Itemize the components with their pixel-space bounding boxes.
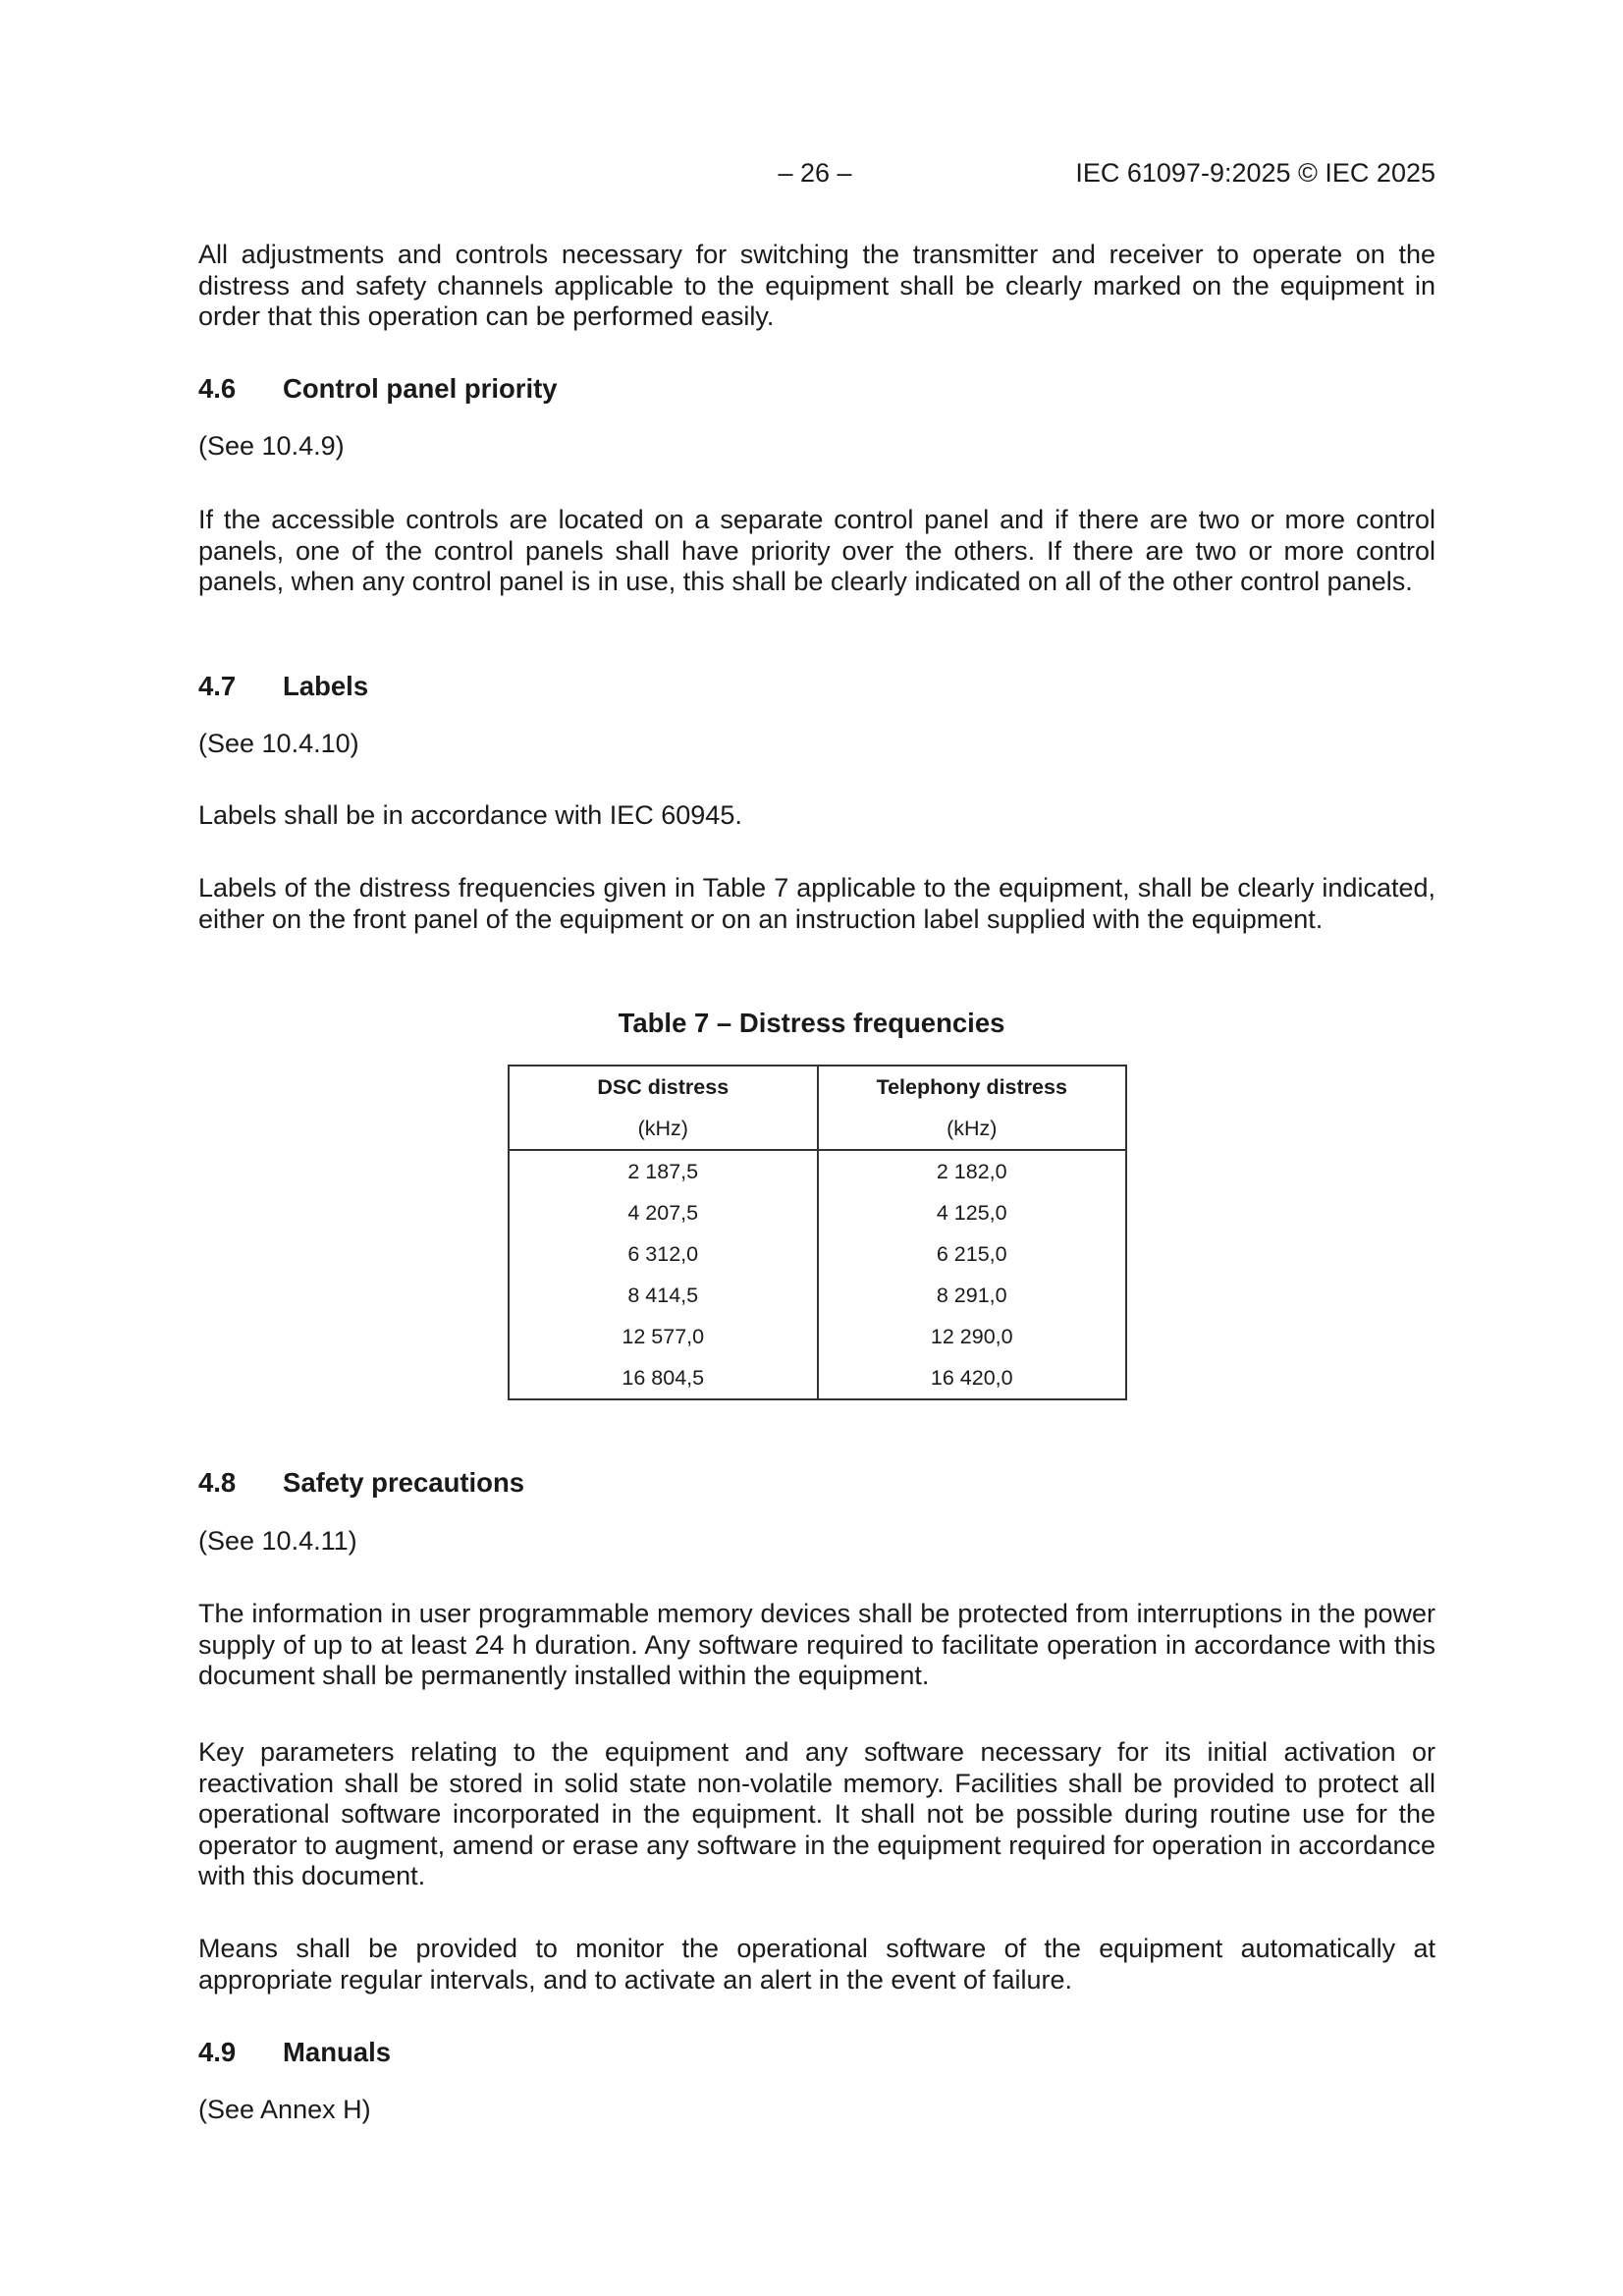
distress-frequencies-table bbox=[508, 1065, 1127, 1400]
section-number: 4.8 bbox=[198, 1467, 237, 1498]
see-reference-4-7: (See 10.4.10) bbox=[198, 729, 359, 758]
paragraph-4-7-1: Labels shall be in accordance with IEC 60945. bbox=[198, 800, 742, 830]
section-number: 4.9 bbox=[198, 2037, 237, 2067]
section-heading-4-8 bbox=[198, 1467, 524, 1499]
paragraph-4-8-3: Means shall be provided to monitor the operational software of the equipment automatically at appropriate regular intervals, and to activate an alert in the event of failure. bbox=[198, 1934, 1435, 1995]
table-row bbox=[509, 1275, 1126, 1316]
table-caption: Table 7 – Distress frequencies bbox=[618, 1008, 1005, 1038]
paragraph-4-8-2: Key parameters relating to the equipment and any software necessary for its initial activation or reactivation shall be stored in solid state non-volatile memory. Facilities shall be provided to protect all operational software incorporated in the equipment. It shall not be possible during routine use for the operator to augment, amend or erase any software in the equipment required for operation in accordance with this document. bbox=[198, 1737, 1435, 1890]
table-cell: 16 420,0 bbox=[818, 1357, 1127, 1399]
table-cell: 6 312,0 bbox=[509, 1233, 818, 1275]
section-title: Manuals bbox=[283, 2037, 392, 2067]
section-title: Labels bbox=[283, 671, 369, 701]
table-cell: 8 414,5 bbox=[509, 1275, 818, 1316]
paragraph-4-8-1: The information in user programmable memory devices shall be protected from interruptions in the power supply of up to at least 24 h duration. Any software required to facilitate operation in accordance with this document shall be permanently installed within the equipment. bbox=[198, 1599, 1435, 1690]
table-cell: 6 215,0 bbox=[818, 1233, 1127, 1275]
table-cell: 4 125,0 bbox=[818, 1192, 1127, 1233]
table-cell: 2 182,0 bbox=[818, 1150, 1127, 1192]
section-title: Safety precautions bbox=[283, 1467, 525, 1498]
table-row bbox=[509, 1192, 1126, 1233]
section-heading-4-9 bbox=[198, 2037, 391, 2068]
section-number: 4.6 bbox=[198, 373, 237, 404]
see-reference-4-6: (See 10.4.9) bbox=[198, 431, 345, 461]
section-heading-4-6 bbox=[198, 373, 558, 405]
table-row bbox=[509, 1233, 1126, 1275]
table-row bbox=[509, 1150, 1126, 1192]
column-header-telephony: Telephony distress bbox=[818, 1066, 1127, 1108]
see-reference-4-8: (See 10.4.11) bbox=[198, 1526, 357, 1556]
intro-paragraph: All adjustments and controls necessary for switching the transmitter and receiver to operate on the distress and safety channels applicable to the equipment shall be clearly marked on the equipment in order that this operation can be performed easily. bbox=[198, 240, 1435, 331]
section-number: 4.7 bbox=[198, 671, 237, 701]
table-cell: 4 207,5 bbox=[509, 1192, 818, 1233]
paragraph-4-6-1: If the accessible controls are located on a separate control panel and if there are two or more control panels, one of the control panels shall have priority over the others. If there are two or more control panels, when any control panel is in use, this shall be clearly indicated on all of the other control panels. bbox=[198, 505, 1435, 596]
table-row bbox=[509, 1357, 1126, 1399]
table-row bbox=[509, 1316, 1126, 1357]
table-cell: 12 290,0 bbox=[818, 1316, 1127, 1357]
table-cell: 16 804,5 bbox=[509, 1357, 818, 1399]
column-unit-telephony: (kHz) bbox=[818, 1108, 1127, 1150]
table-cell: 2 187,5 bbox=[509, 1150, 818, 1192]
column-header-dsc: DSC distress bbox=[509, 1066, 818, 1108]
table-cell: 12 577,0 bbox=[509, 1316, 818, 1357]
column-unit-dsc: (kHz) bbox=[509, 1108, 818, 1150]
section-title: Control panel priority bbox=[283, 373, 558, 404]
section-heading-4-7 bbox=[198, 671, 368, 702]
page-number: – 26 – bbox=[778, 158, 852, 188]
standard-reference: IEC 61097-9:2025 © IEC 2025 bbox=[1075, 158, 1435, 188]
paragraph-4-7-2: Labels of the distress frequencies given in Table 7 applicable to the equipment, shall be clearly indicated, either on the front panel of the equipment or on an instruction label supplied with the equipment. bbox=[198, 873, 1435, 934]
see-reference-4-9: (See Annex H) bbox=[198, 2095, 371, 2124]
table-cell: 8 291,0 bbox=[818, 1275, 1127, 1316]
